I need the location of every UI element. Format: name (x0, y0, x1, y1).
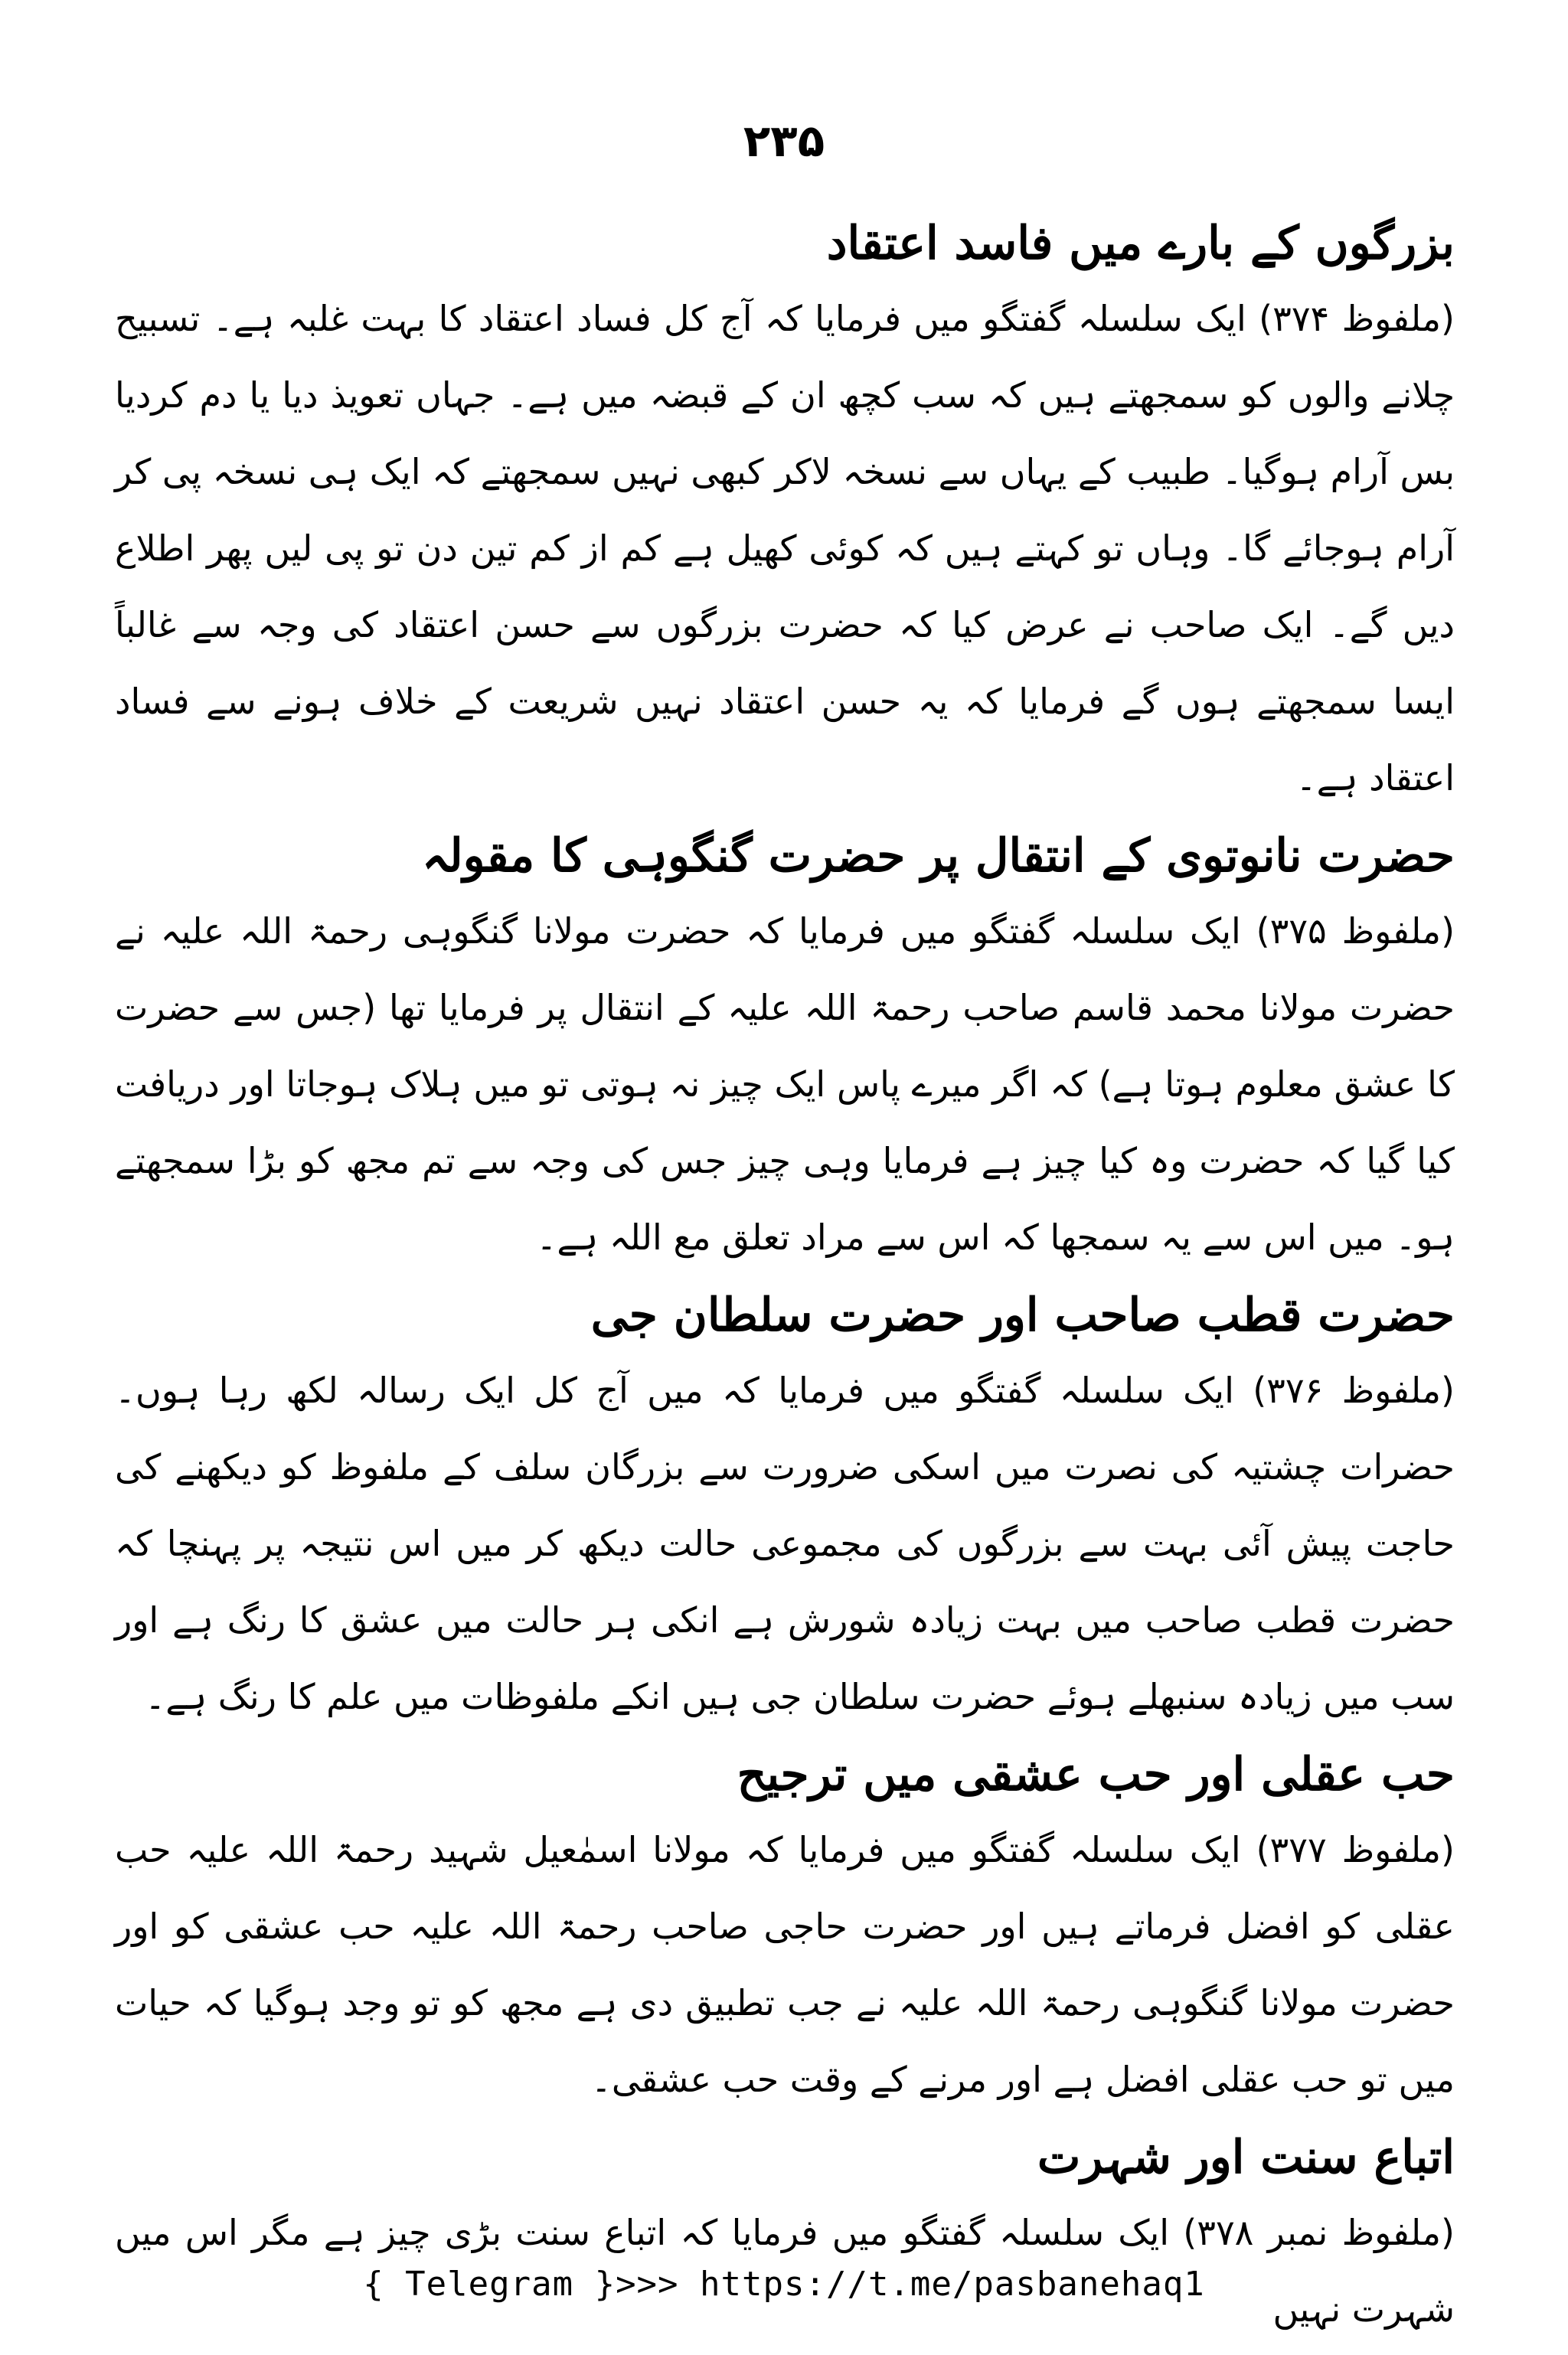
section-heading-3: حضرت قطب صاحب اور حضرت سلطان جی (590, 1289, 1455, 1342)
section-paragraph-4: (ملفوظ ۳۷۷) ایک سلسلہ گفتگو میں فرمایا کہ مولانا اسمٰعیل شہید رحمۃ اللہ علیہ حب عقلی کو افضل فرماتے ہیں اور حضرت حاجی صاحب رحمۃ اللہ علیہ حب عشقی کو اور حضرت مولانا گنگوہی رحمۃ اللہ علیہ نے جب تطبیق دی ہے مجھ کو تو وجد ہوگیا کہ حیات میں تو حب عقلی افضل ہے اور مرنے کے وقت حب عشقی۔ (115, 1829, 1455, 2100)
page-number: ۲۳۵ (743, 115, 825, 167)
section-paragraph-5: (ملفوظ نمبر ۳۷۸) ایک سلسلہ گفتگو میں فرمایا کہ اتباع سنت بڑی چیز ہے مگر اس میں شہرت نہیں (115, 2212, 1455, 2330)
page-content (115, 207, 1455, 2350)
section-heading-2: حضرت نانوتوی کے انتقال پر حضرت گنگوہی کا مقولہ (422, 829, 1455, 883)
section-paragraph-1: (ملفوظ ۳۷۴) ایک سلسلہ گفتگو میں فرمایا کہ آج کل فساد اعتقاد کا بہت غلبہ ہے۔ تسبیح چلانے والوں کو سمجھتے ہیں کہ سب کچھ ان کے قبضہ میں ہے۔ جہاں تعویذ دیا یا دم کردیا بس آرام ہوگیا۔ طبیب کے یہاں سے نسخہ لاکر کبھی نہیں سمجھتے کہ ایک ہی نسخہ پی کر آرام ہوجائے گا۔ وہاں تو کہتے ہیں کہ کوئی کھیل ہے کم از کم تین دن تو پی لیں پھر اطلاع دیں گے۔ ایک صاحب نے عرض کیا کہ حضرت بزرگوں سے حسن اعتقاد کی وجہ سے غالباً ایسا سمجھتے ہوں گے فرمایا کہ یہ حسن اعتقاد نہیں شریعت کے خلاف ہونے سے فساد اعتقاد ہے۔ (115, 298, 1455, 799)
section-paragraph-2: (ملفوظ ۳۷۵) ایک سلسلہ گفتگو میں فرمایا کہ حضرت مولانا گنگوہی رحمۃ اللہ علیہ نے حضرت مولانا محمد قاسم صاحب رحمۃ اللہ علیہ کے انتقال پر فرمایا تھا (جس سے حضرت کا عشق معلوم ہوتا ہے) کہ اگر میرے پاس ایک چیز نہ ہوتی تو میں ہلاک ہوجاتا اور دریافت کیا گیا کہ حضرت وہ کیا چیز ہے فرمایا وہی چیز جس کی وجہ سے تم مجھ کو بڑا سمجھتے ہو۔ میں اس سے یہ سمجھا کہ اس سے مراد تعلق مع اللہ ہے۔ (115, 910, 1455, 1258)
section-heading-5: اتباع سنت اور شہرت (1037, 2131, 1455, 2184)
section-paragraph-3: (ملفوظ ۳۷۶) ایک سلسلہ گفتگو میں فرمایا کہ میں آج کل ایک رسالہ لکھ رہا ہوں۔ حضرات چشتیہ کی نصرت میں اسکی ضرورت سے بزرگان سلف کے ملفوظ کو دیکھنے کی حاجت پیش آئی بہت سے بزرگوں کی مجموعی حالت دیکھ کر میں اس نتیجہ پر پہنچا کہ حضرت قطب صاحب میں بہت زیادہ شورش ہے انکی ہر حالت میں عشق کا رنگ ہے اور سب میں زیادہ سنبھلے ہوئے حضرت سلطان جی ہیں انکے ملفوظات میں علم کا رنگ ہے۔ (115, 1370, 1455, 1717)
telegram-footer-link[interactable]: { Telegram }>>> https://t.me/pasbanehaq1 (363, 2265, 1205, 2304)
section-heading-4: حب عقلی اور حب عشقی میں ترجیح (737, 1748, 1455, 1801)
section-heading-1: بزرگوں کے بارے میں فاسد اعتقاد (826, 217, 1455, 270)
